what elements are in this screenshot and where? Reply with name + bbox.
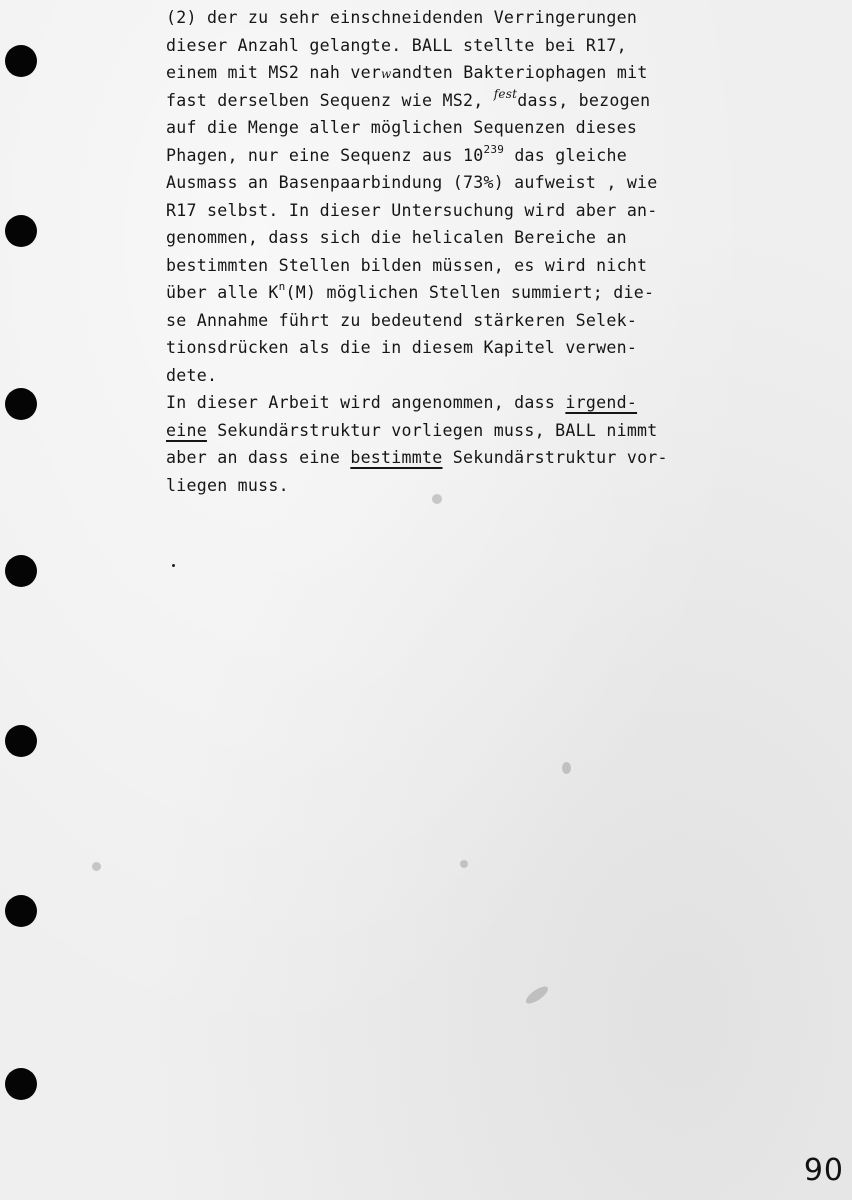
text-line: Ausmass an Basenpaarbindung (73%) aufweist , wie [166, 173, 658, 192]
text-line: (2) der zu sehr einschneidenden Verringerungen [166, 8, 638, 27]
text-line: tionsdrücken als die in diesem Kapitel verwen- [166, 338, 638, 357]
text-line: aber an dass eine bestimmte Sekundärstruktur vor- [166, 448, 668, 467]
punch-hole [5, 1068, 37, 1100]
stray-mark [172, 564, 175, 567]
punch-hole [5, 895, 37, 927]
text-line: Phagen, nur eine Sequenz aus $10^{239}$ das gleiche [166, 142, 627, 165]
text-line: se Annahme führt zu bedeutend stärkeren Selek- [166, 310, 638, 330]
paper-smudge [460, 860, 468, 868]
text-line: dete. [166, 365, 218, 385]
text-line: einem mit MS2 nah verwandten Bakteriophagen mit [166, 63, 648, 82]
typewritten-text [166, 4, 726, 499]
text-line: In dieser Arbeit wird angenommen, dass irgend- [166, 393, 638, 412]
punch-hole [5, 555, 37, 587]
paper-smudge [523, 983, 550, 1006]
text-line: über alle $K^n(M)$ möglichen Stellen summiert; die- [166, 280, 655, 302]
paper-smudge [92, 862, 101, 871]
exponent: n [278, 280, 286, 293]
text-line: liegen muss. [166, 475, 289, 495]
text-line: genommen, dass sich die helicalen Bereiche an [166, 228, 627, 247]
text-line: R17 selbst. In dieser Untersuchung wird aber an- [166, 200, 658, 220]
punch-hole [5, 725, 37, 757]
underlined-word: irgend- [565, 393, 638, 412]
punch-hole [5, 388, 37, 420]
page-number: 90 [803, 1153, 844, 1188]
text-line: dieser Anzahl gelangte. BALL stellte bei R17, [166, 35, 627, 55]
text-line: fast derselben Sequenz wie MS2, $^{fest}$dass, bezogen [166, 86, 651, 110]
text-line: bestimmten Stellen bilden müssen, es wird nicht [166, 255, 648, 275]
handwritten-insertion: fest [493, 86, 518, 101]
text-line: auf die Menge aller möglichen Sequenzen dieses [166, 118, 638, 137]
paper-smudge [562, 762, 571, 774]
punch-hole [5, 215, 37, 247]
underlined-word: eine [166, 420, 207, 440]
text-line: eine Sekundärstruktur vorliegen muss, BALL nimmt [166, 420, 658, 440]
handwritten-correction: w [381, 67, 392, 81]
exponent: 239 [483, 142, 505, 156]
punch-hole [5, 45, 37, 77]
underlined-word: bestimmte [350, 448, 443, 467]
